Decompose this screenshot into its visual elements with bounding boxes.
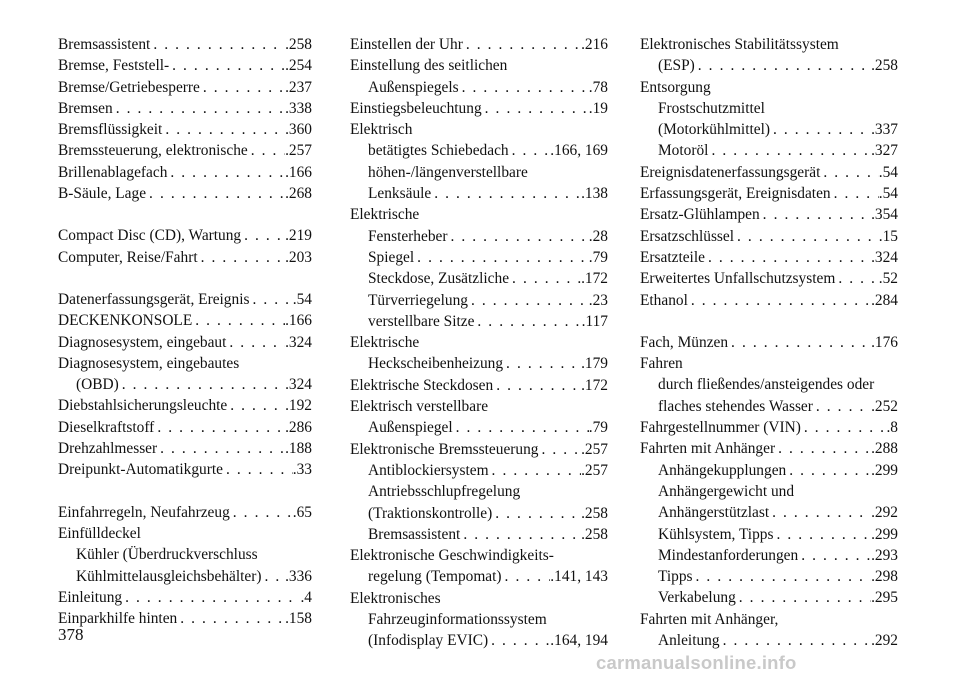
entry-term: (OBD) — [76, 376, 119, 394]
dot-leader — [453, 417, 589, 438]
dot-leader — [113, 98, 285, 119]
index-subentry — [350, 226, 608, 247]
index-subentry — [640, 566, 898, 587]
index-entry — [640, 438, 898, 459]
entry-term: Antriebsschlupfregelung — [368, 483, 521, 501]
entry-term: Fahrten mit Anhänger — [640, 440, 776, 458]
entry-page-ref[interactable]: .52 — [878, 270, 898, 288]
entry-term: Erfassungsgerät, Ereignisdaten — [640, 185, 831, 203]
entry-term: Diagnosesystem, eingebaut — [58, 333, 227, 351]
index-entry — [58, 459, 312, 480]
entry-page-ref[interactable]: .172 — [581, 376, 608, 394]
dot-leader — [488, 630, 550, 651]
entry-term: Fahren — [640, 355, 683, 373]
entry-page-ref[interactable]: .158 — [285, 610, 312, 628]
entry-term: Diebstahlsicherungsleuchte — [58, 397, 228, 415]
section-gap — [58, 204, 312, 225]
entry-page-ref[interactable]: .138 — [581, 185, 608, 203]
entry-page-ref[interactable]: .292 — [871, 504, 898, 522]
entry-term: Heckscheibenheizung — [368, 355, 504, 373]
entry-page-ref[interactable]: .219 — [285, 227, 312, 245]
entry-term: betätigtes Schiebedach — [368, 142, 509, 160]
entry-term: Fach, Münzen — [640, 333, 729, 351]
index-subentry — [350, 630, 608, 651]
entry-term: Computer, Reise/Fahrt — [58, 248, 198, 266]
entry-term: Einstellen der Uhr — [350, 36, 463, 53]
index-subentry — [350, 140, 608, 161]
entry-term: Fahrzeuginformationssystem — [368, 611, 547, 629]
index-entry — [58, 183, 312, 204]
dot-leader — [708, 140, 871, 161]
entry-term: Bremsflüssigkeit — [58, 121, 163, 139]
entry-page-ref[interactable]: .268 — [285, 185, 312, 203]
index-entry — [58, 310, 312, 331]
index-entry — [58, 162, 312, 183]
index-entry — [640, 609, 898, 630]
index-entry — [58, 502, 312, 523]
index-subentry — [640, 545, 898, 566]
index-entry — [350, 545, 608, 566]
dot-leader — [248, 140, 285, 161]
entry-term: Kühlsystem, Tipps — [658, 525, 774, 543]
dot-leader — [736, 587, 871, 608]
entry-page-ref[interactable]: .284 — [871, 291, 898, 309]
entry-term: Elektronisches Stabilitätssystem — [640, 36, 839, 53]
index-subentry — [640, 630, 898, 651]
entry-term: Elektronisches — [350, 589, 441, 607]
entry-term: regelung (Tempomat) — [368, 568, 502, 586]
index-entry — [640, 183, 898, 204]
entry-term: (Motorkühlmittel) — [658, 121, 770, 139]
index-entry — [58, 34, 312, 55]
entry-page-ref[interactable]: .54 — [878, 185, 898, 203]
index-entry — [58, 587, 312, 608]
index-subentry — [350, 524, 608, 545]
dot-leader — [720, 630, 872, 651]
entry-page-ref[interactable]: .324 — [871, 248, 898, 266]
entry-term: Einparkhilfe hinten — [58, 610, 178, 628]
entry-term: Ersatz-Glühlampen — [640, 206, 760, 224]
entry-page-ref[interactable]: .337 — [871, 121, 898, 139]
entry-term: Compact Disc (CD), Wartung — [58, 227, 242, 245]
dot-leader — [192, 310, 285, 331]
dot-leader — [146, 183, 285, 204]
entry-term: Motoröl — [658, 142, 709, 160]
dot-leader — [223, 459, 293, 480]
entry-page-ref[interactable]: .54 — [292, 290, 312, 308]
entry-term: Elektrische — [350, 206, 420, 224]
index-subentry — [350, 481, 608, 502]
entry-term: Türverriegelung — [368, 291, 468, 309]
dot-leader — [509, 140, 551, 161]
entry-page-ref[interactable]: .15 — [878, 227, 898, 245]
index-subentry — [58, 374, 312, 395]
dot-leader — [249, 289, 292, 310]
entry-term: Steckdose, Zusätzliche — [368, 270, 510, 288]
index-entry — [58, 332, 312, 353]
section-gap — [58, 481, 312, 502]
entry-page-ref[interactable]: .360 — [285, 121, 312, 139]
entry-page-ref[interactable]: .23 — [588, 291, 608, 309]
entry-term: Dieselkraftstoff — [58, 418, 155, 436]
entry-term: Frostschutzmittel — [658, 99, 765, 117]
entry-page-ref[interactable]: .19 — [588, 99, 608, 117]
index-entry — [58, 438, 312, 459]
entry-term: Einfülldeckel — [58, 524, 141, 542]
index-subentry — [350, 566, 608, 587]
index-subentry — [640, 481, 898, 502]
dot-leader — [786, 460, 871, 481]
entry-term: Einstellung des seitlichen — [350, 57, 508, 75]
dot-leader — [773, 524, 871, 545]
entry-term: DECKENKONSOLE — [58, 312, 193, 330]
dot-leader — [414, 247, 589, 268]
index-entry — [58, 55, 312, 76]
entry-page-ref[interactable]: .192 — [285, 397, 312, 415]
index-entry — [58, 77, 312, 98]
entry-term: Erweitertes Unfallschutzsystem — [640, 270, 836, 288]
dot-leader — [489, 460, 582, 481]
entry-page-ref[interactable]: .338 — [285, 99, 312, 117]
entry-term: Anhängerstützlast — [658, 504, 770, 522]
index-subentry — [640, 587, 898, 608]
dot-leader — [734, 226, 879, 247]
index-entry — [350, 98, 608, 119]
dot-leader — [459, 77, 589, 98]
entry-page-ref[interactable]: .295 — [871, 589, 898, 607]
entry-page-ref[interactable]: .258 — [581, 525, 608, 543]
entry-term: Dreipunkt-Automatikgurte — [58, 461, 223, 479]
entry-term: (Traktionskontrolle) — [368, 504, 493, 522]
entry-page-ref[interactable]: .237 — [285, 78, 312, 96]
index-subentry — [640, 119, 898, 140]
entry-page-ref[interactable]: .141, 143 — [550, 568, 608, 586]
entry-page-ref[interactable]: .65 — [292, 503, 312, 521]
entry-page-ref[interactable]: .79 — [588, 419, 608, 437]
dot-leader — [728, 332, 871, 353]
dot-leader — [226, 332, 285, 353]
entry-term: Bremssteuerung, elektronische — [58, 142, 248, 160]
dot-leader — [241, 225, 285, 246]
index-subentry — [350, 609, 608, 630]
entry-page-ref[interactable]: .254 — [285, 57, 312, 75]
dot-leader — [169, 55, 285, 76]
entry-term: Brillenablagefach — [58, 163, 168, 181]
index-subentry — [640, 396, 898, 417]
dot-leader — [492, 503, 581, 524]
entry-term: Fensterheber — [368, 227, 448, 245]
entry-page-ref[interactable]: .354 — [871, 206, 898, 224]
watermark-text: carmanualsonline.info — [596, 652, 797, 673]
entry-term: höhen-/längenverstellbare — [368, 163, 528, 181]
dot-leader — [448, 226, 589, 247]
index-entry — [640, 204, 898, 225]
entry-page-ref[interactable]: .33 — [292, 461, 312, 479]
dot-leader — [177, 608, 285, 629]
entry-page-ref[interactable]: .78 — [588, 78, 608, 96]
dot-leader — [482, 98, 589, 119]
entry-term: verstellbare Sitze — [368, 312, 475, 330]
index-entry — [350, 375, 608, 396]
entry-term: Antiblockiersystem — [368, 461, 489, 479]
entry-page-ref[interactable]: .166, 169 — [550, 142, 608, 160]
index-subentry — [640, 502, 898, 523]
index-subentry — [640, 460, 898, 481]
entry-page-ref[interactable]: .172 — [581, 270, 608, 288]
dot-leader — [770, 119, 871, 140]
index-subentry — [350, 503, 608, 524]
entry-page-ref[interactable]: .258 — [871, 57, 898, 75]
dot-leader — [509, 268, 581, 289]
index-entry — [350, 34, 608, 55]
dot-leader — [798, 545, 871, 566]
entry-term: Bremse/Getriebesperre — [58, 78, 200, 96]
dot-leader — [705, 247, 871, 268]
section-gap — [58, 268, 312, 289]
entry-term: Elektrische Steckdosen — [350, 376, 494, 394]
index-subentry — [350, 353, 608, 374]
entry-page-ref[interactable]: .299 — [871, 525, 898, 543]
entry-term: Elektrisch — [350, 121, 413, 139]
entry-term: Drehzahlmesser — [58, 440, 158, 458]
entry-term: Kühler (Überdruckverschluss — [76, 546, 258, 564]
entry-page-ref[interactable]: .164, 194 — [550, 632, 608, 650]
dot-leader — [154, 417, 285, 438]
entry-page-ref[interactable]: .258 — [581, 504, 608, 522]
index-column-3 — [640, 34, 898, 651]
entry-term: Anleitung — [658, 632, 720, 650]
dot-leader — [775, 438, 871, 459]
entry-term: Fahrten mit Anhänger, — [640, 610, 779, 628]
entry-term: Anhängergewicht und — [658, 482, 795, 500]
dot-leader — [200, 77, 285, 98]
entry-term: Ethanol — [640, 291, 688, 309]
entry-page-ref[interactable]: .298 — [871, 568, 898, 586]
entry-term: Mindestanforderungen — [658, 546, 799, 564]
entry-page-ref[interactable]: .257 — [285, 142, 312, 160]
entry-page-ref[interactable]: .288 — [871, 440, 898, 458]
dot-leader — [230, 502, 293, 523]
entry-term: flaches stehendes Wasser — [658, 397, 813, 415]
dot-leader — [463, 34, 581, 55]
entry-page-ref[interactable]: .179 — [581, 355, 608, 373]
entry-term: durch fließendes/ansteigendes oder — [658, 376, 875, 394]
entry-page-ref[interactable]: .203 — [285, 248, 312, 266]
entry-page-ref[interactable]: .8 — [886, 419, 898, 437]
dot-leader — [157, 438, 285, 459]
index-entry — [58, 608, 312, 629]
index-entry — [350, 55, 608, 76]
index-entry — [640, 162, 898, 183]
entry-term: Ereignisdatenerfassungsgerät — [640, 163, 821, 181]
index-entry — [58, 289, 312, 310]
index-entry — [350, 439, 608, 460]
index-entry — [58, 247, 312, 268]
entry-term: (Infodisplay EVIC) — [368, 632, 489, 650]
entry-page-ref[interactable]: .54 — [878, 163, 898, 181]
dot-leader — [502, 566, 551, 587]
dot-leader — [122, 587, 300, 608]
entry-page-ref[interactable]: .286 — [285, 418, 312, 436]
dot-leader — [801, 417, 887, 438]
entry-term: (ESP) — [658, 57, 695, 75]
entry-term: Einfahrregeln, Neufahrzeug — [58, 503, 230, 521]
index-column-1 — [58, 34, 312, 629]
dot-leader — [167, 162, 285, 183]
index-entry — [640, 332, 898, 353]
dot-leader — [261, 566, 285, 587]
index-entry — [640, 268, 898, 289]
entry-page-ref[interactable]: .252 — [871, 397, 898, 415]
dot-leader — [474, 311, 581, 332]
page-number: 378 — [58, 625, 84, 644]
index-subentry — [640, 55, 898, 76]
index-subentry — [58, 566, 312, 587]
entry-page-ref[interactable]: .166 — [285, 163, 312, 181]
entry-term: Einleitung — [58, 588, 123, 606]
section-gap — [640, 311, 898, 332]
dot-leader — [460, 524, 581, 545]
index-entry — [58, 140, 312, 161]
index-subentry — [350, 183, 608, 204]
entry-page-ref[interactable]: .292 — [871, 632, 898, 650]
index-entry — [350, 119, 608, 140]
index-subentry — [640, 524, 898, 545]
dot-leader — [760, 204, 871, 225]
entry-page-ref[interactable]: .257 — [581, 440, 608, 458]
dot-leader — [835, 268, 878, 289]
entry-term: Elektrische — [350, 334, 420, 352]
index-subentry — [350, 268, 608, 289]
index-entry — [58, 417, 312, 438]
index-entry — [640, 290, 898, 311]
dot-leader — [162, 119, 285, 140]
entry-term: Elektronische Geschwindigkeits- — [350, 547, 554, 565]
entry-term: Ersatzteile — [640, 248, 705, 266]
entry-term: Bremsassistent — [368, 525, 461, 543]
entry-term: Ersatzschlüssel — [640, 227, 735, 245]
index-entry — [640, 34, 898, 55]
index-subentry — [350, 162, 608, 183]
entry-term: Elektrisch verstellbare — [350, 398, 489, 416]
entry-term: Außenspiegels — [368, 78, 459, 96]
entry-page-ref[interactable]: .324 — [285, 376, 312, 394]
dot-leader — [198, 247, 285, 268]
entry-page-ref[interactable]: .216 — [581, 36, 608, 53]
index-entry — [350, 396, 608, 417]
index-subentry — [350, 311, 608, 332]
entry-page-ref[interactable]: .258 — [285, 36, 312, 53]
dot-leader — [493, 375, 581, 396]
entry-page-ref[interactable]: .28 — [588, 227, 608, 245]
index-column-2 — [350, 34, 608, 652]
entry-term: Kühlmittelausgleichsbehälter) — [76, 567, 262, 585]
entry-term: Anhängekupplungen — [658, 461, 787, 479]
dot-leader — [503, 353, 581, 374]
dot-leader — [820, 162, 878, 183]
dot-leader — [227, 395, 285, 416]
entry-page-ref[interactable]: .166 — [285, 312, 312, 330]
index-subentry — [58, 544, 312, 565]
entry-term: Entsorgung — [640, 78, 711, 96]
dot-leader — [468, 290, 589, 311]
index-subentry — [350, 460, 608, 481]
dot-leader — [813, 396, 871, 417]
entry-page-ref[interactable]: .117 — [581, 312, 608, 330]
index-entry — [58, 225, 312, 246]
dot-leader — [695, 55, 871, 76]
index-entry — [58, 353, 312, 374]
dot-leader — [831, 183, 879, 204]
index-entry — [640, 353, 898, 374]
entry-page-ref[interactable]: .176 — [871, 333, 898, 351]
index-entry — [350, 204, 608, 225]
index-entry — [640, 417, 898, 438]
entry-term: Fahrgestellnummer (VIN) — [640, 419, 801, 437]
entry-term: Spiegel — [368, 248, 415, 266]
entry-term: Einstiegsbeleuchtung — [350, 99, 482, 117]
dot-leader — [688, 290, 871, 311]
index-entry — [350, 332, 608, 353]
entry-term: Verkabelung — [658, 589, 736, 607]
dot-leader — [431, 183, 581, 204]
entry-page-ref[interactable]: .299 — [871, 461, 898, 479]
dot-leader — [538, 439, 581, 460]
dot-leader — [693, 566, 872, 587]
entry-term: Außenspiegel — [368, 419, 453, 437]
entry-page-ref[interactable]: .293 — [871, 546, 898, 564]
entry-term: B-Säule, Lage — [58, 185, 147, 203]
index-entry — [58, 523, 312, 544]
dot-leader — [769, 502, 871, 523]
entry-term: Bremse, Feststell- — [58, 57, 170, 75]
index-entry — [640, 247, 898, 268]
entry-page-ref[interactable]: .79 — [588, 248, 608, 266]
entry-page-ref[interactable]: .188 — [285, 440, 312, 458]
index-subentry — [350, 290, 608, 311]
dot-leader — [150, 34, 285, 55]
entry-page-ref[interactable]: .336 — [285, 567, 312, 585]
index-subentry — [350, 77, 608, 98]
index-entry — [58, 119, 312, 140]
entry-term: Datenerfassungsgerät, Ereignis — [58, 290, 250, 308]
entry-term: Lenksäule — [368, 185, 432, 203]
dot-leader — [119, 374, 285, 395]
entry-page-ref[interactable]: .4 — [300, 588, 312, 606]
entry-term: Diagnosesystem, eingebautes — [58, 354, 240, 372]
entry-term: Elektronische Bremssteuerung — [350, 440, 539, 458]
index-subentry — [640, 140, 898, 161]
index-subentry — [640, 98, 898, 119]
index-entry — [640, 77, 898, 98]
index-entry — [58, 395, 312, 416]
index-subentry — [640, 374, 898, 395]
index-entry — [350, 588, 608, 609]
entry-page-ref[interactable]: .257 — [581, 461, 608, 479]
entry-page-ref[interactable]: .324 — [285, 333, 312, 351]
index-entry — [58, 98, 312, 119]
entry-page-ref[interactable]: .327 — [871, 142, 898, 160]
entry-term: Bremsen — [58, 99, 113, 117]
entry-term: Tipps — [658, 568, 693, 586]
index-entry — [640, 226, 898, 247]
entry-term: Bremsassistent — [58, 36, 151, 53]
index-subentry — [350, 417, 608, 438]
index-subentry — [350, 247, 608, 268]
